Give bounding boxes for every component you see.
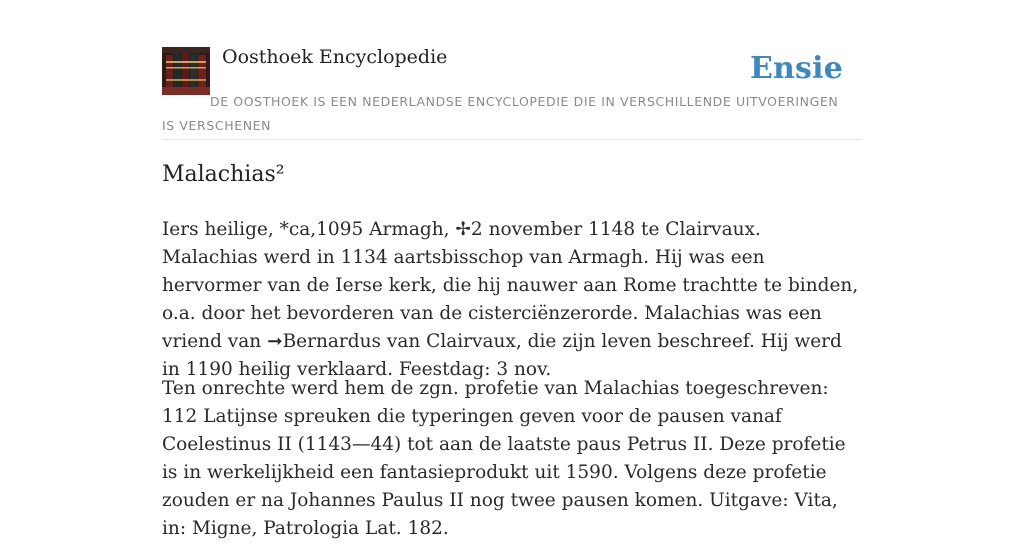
encyclopedia-books-icon[interactable] <box>162 47 210 95</box>
page <box>162 0 862 539</box>
site-title[interactable]: Oosthoek Encyclopedie <box>222 46 448 68</box>
cross-reference-link[interactable]: ➞Bernardus van Clairvaux <box>267 331 516 352</box>
ensie-logo[interactable]: Ensie <box>749 51 843 86</box>
paragraph-1-text-a: Iers heilige, *ca,1095 Armagh, ✢2 november 1148 te Clairvaux. Malachias werd in 1134 aartsbisschop van Armagh. Hij was een hervormer van de Ierse kerk, die hij nauwer aan Rome trachtte te binden, o.a. door het bevorderen van de cisterciënzerorde. Malachias was een vriend van <box>162 219 859 352</box>
entry-title: Malachias² <box>162 162 285 187</box>
paragraph-1-text-b: , die zijn leven beschreef. Hij werd in 1190 heilig verklaard. Feestdag: 3 nov. <box>162 331 842 380</box>
site-header <box>162 0 862 140</box>
header-divider <box>162 139 862 140</box>
entry-paragraph-2: Ten onrechte werd hem de zgn. profetie van Malachias toegeschreven: 112 Latijnse spreuken die typeringen geven voor de pausen vanaf Coelestinus II (1143—44) tot aan de laatste paus Petrus II. Deze profetie is in werkelijkheid een fantasieprodukt uit 1590. Volgens deze profetie zouden er na Johannes Paulus II nog twee pausen komen. Uitgave: Vita, in: Migne, Patrologia Lat. 182. <box>162 378 846 539</box>
entry-paragraph-1 <box>162 216 862 384</box>
site-tagline: DE OOSTHOEK IS EEN NEDERLANDSE ENCYCLOPEDIE DIE IN VERSCHILLENDE UITVOERINGEN IS VERSCHENEN <box>162 94 839 133</box>
